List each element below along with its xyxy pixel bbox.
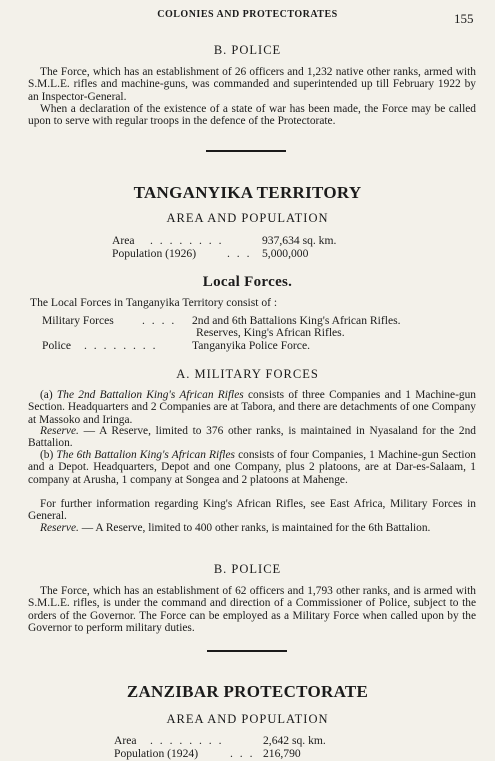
tanganyika-title: TANGANYIKA TERRITORY: [133, 183, 362, 202]
zanzibar-area-label: Area: [114, 734, 137, 747]
local-forces-heading: Local Forces.: [202, 274, 293, 290]
zanzibar-area-value: 2,642 sq. km.: [263, 734, 326, 747]
reserve-1-text: — A Reserve, limited to 376 other ranks, is maintained in Nyasaland for the 2nd Battalion.: [28, 425, 476, 450]
tanganyika-police-heading: B. POLICE: [213, 562, 282, 576]
military-forces-leader: . . . .: [142, 314, 177, 327]
zanzibar-population-leader: . . .: [230, 747, 255, 760]
reserve-2-text: — A Reserve, limited to 400 other ranks, is maintained for the 6th Battalion.: [81, 522, 431, 534]
paragraph-a-prefix: (a): [40, 389, 53, 401]
paragraph-reserve-2nd: [28, 425, 476, 450]
paragraph-reserve-6th: [28, 522, 476, 534]
paragraph-further-info: For further information regarding King's African Rifles, see East Africa, Military Forces in General.: [28, 498, 476, 523]
zanzibar-area-heading: AREA AND POPULATION: [166, 712, 329, 726]
zanzibar-area-leader: . . . . . . . .: [150, 734, 224, 747]
paragraph-a-text: consists of three Companies and 1 Machine-gun Section. Headquarters and 2 Companies are at Tabora, and there are detachments of one Company at Massoko and Iringa.: [28, 389, 476, 426]
tanganyika-population-label: Population (1926): [112, 247, 197, 260]
section-divider-2: [207, 650, 287, 652]
tanganyika-police-paragraph: The Force, which has an establishment of 62 officers and 1,793 other ranks, and is armed with S.M.L.E. rifles, is under the command and direction of a Commissioner of Police, subject to the orders of the Governor. The Force can be employed as a Military Force when called upon by the Governor to perform military duties.: [28, 585, 476, 634]
paragraph-b-prefix: (b): [40, 449, 54, 461]
paragraph-2nd-battalion: [28, 389, 476, 426]
zanzibar-population-label: Population (1924): [114, 747, 199, 760]
police-paragraph-1: The Force, which has an establishment of 26 officers and 1,232 native other ranks, armed with S.M.L.E. rifles and machine-guns, was commanded and superintended up till February 1922 by an Inspector-General.: [28, 66, 476, 103]
page-number: 155: [454, 11, 474, 26]
reserve-label: Reserve.: [40, 425, 79, 437]
tanganyika-area-value: 937,634 sq. km.: [262, 234, 337, 247]
police-paragraph-2: When a declaration of the existence of a state of war has been made, the Force may be called upon to serve with regular troops in the defence of the Protectorate.: [28, 103, 476, 128]
paragraph-b-italic: The 6th Battalion King's African Rifles: [56, 449, 235, 461]
police-leader: . . . . . . . .: [84, 339, 158, 352]
military-forces-heading: A. MILITARY FORCES: [176, 367, 319, 381]
tanganyika-population-leader: . . .: [227, 247, 252, 260]
police-value: Tanganyika Police Force.: [192, 339, 310, 352]
zanzibar-title: ZANZIBAR PROTECTORATE: [126, 682, 369, 701]
paragraph-a-italic: The 2nd Battalion King's African Rifles: [56, 389, 244, 401]
police-label: Police: [42, 339, 71, 352]
military-forces-label: Military Forces: [42, 314, 114, 327]
tanganyika-area-heading: AREA AND POPULATION: [166, 211, 329, 225]
tanganyika-area-label: Area: [112, 234, 135, 247]
zanzibar-population-value: 216,790: [263, 747, 301, 760]
police-heading: B. POLICE: [213, 43, 282, 57]
military-forces-line-2: Reserves, King's African Rifles.: [196, 326, 345, 339]
reserve-label-2: Reserve.: [40, 522, 79, 534]
military-forces-line-1: 2nd and 6th Battalions King's African Rifles.: [192, 314, 401, 327]
tanganyika-population-value: 5,000,000: [262, 247, 309, 260]
local-forces-intro: The Local Forces in Tanganyika Territory consist of :: [30, 296, 278, 309]
tanganyika-area-leader: . . . . . . . .: [150, 234, 224, 247]
paragraph-6th-battalion: [28, 449, 476, 486]
paragraph-b-text: consists of four Companies, 1 Machine-gun Section and a Depot. Headquarters, Depot and one Company, plus 2 platoons, are at Dar-es-Salaam, 1 company at Arusha, 1 company at Songea and 2 platoons at Mahenge.: [28, 449, 476, 486]
running-head: COLONIES AND PROTECTORATES: [157, 9, 338, 20]
section-divider: [206, 150, 286, 152]
